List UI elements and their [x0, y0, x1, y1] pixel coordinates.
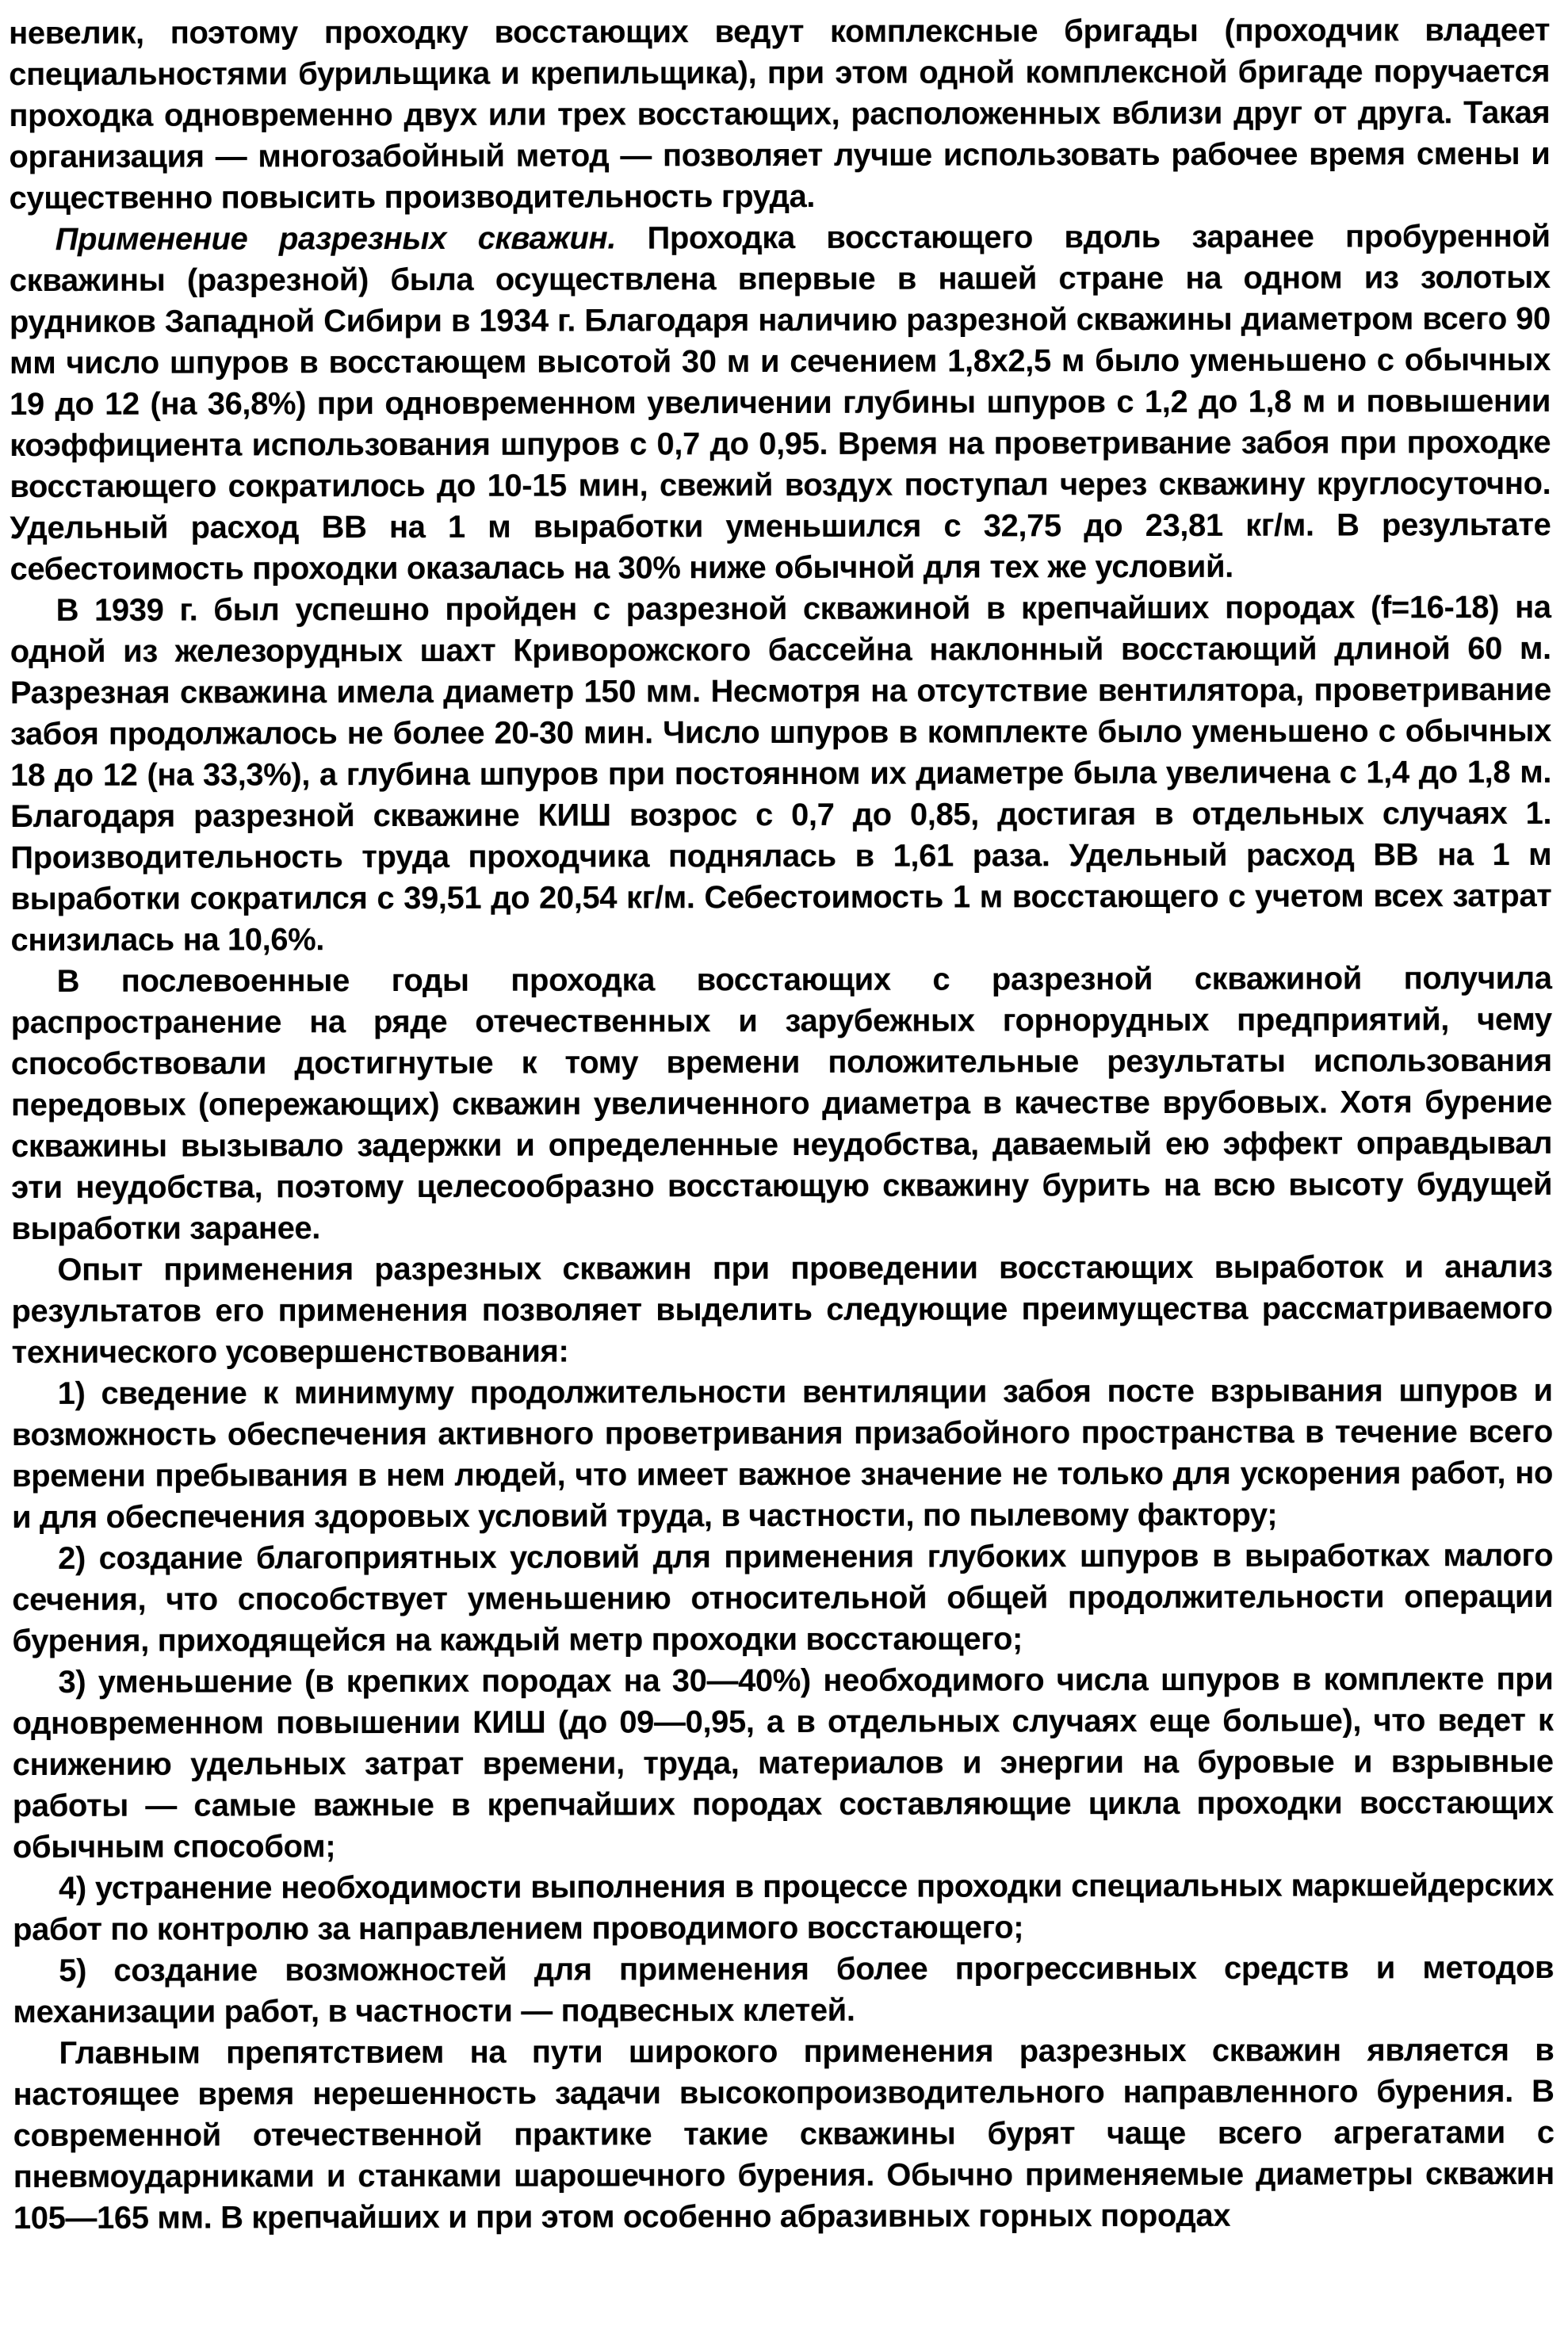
paragraph: 2) создание благоприятных условий для применения глубоких шпуров в выработках малого сечения, что способствует уменьшению относительной общей продолжительности операции бурения, приходящейся на каждый метр проходки восстающего; [12, 1537, 1554, 1659]
paragraph: В послевоенные годы проходка восстающих с разрезной скважиной получила распространение на ряде отечественных и зарубежных горнорудных предприятий, чему способствовали достигнутые к тому времени положительные результаты использования передовых (опережающих) скважин увеличенного диаметра в качестве врубовых. Хотя бурение скважины вызывало задержки и определенные неудобства, даваемый ею эффект оправдывал эти неудобства, поэтому целесообразно восстающую скважину бурить на всю высоту будущей выработки заранее. [10, 960, 1553, 1247]
paragraph: 1) сведение к минимуму продолжительности вентиляции забоя посте взрывания шпуров и возможность обеспечения активного проветривания призабойного пространства в течение всего времени пребывания в нем людей, что имеет важное значение не только для ускорения работ, но и для обеспечения здоровых условий труда, в частности, по пылевому фактору; [11, 1372, 1553, 1536]
paragraph-text: Проходка восстающего вдоль заранее пробуренной скважины (разрезной) была осуществлена впервые в нашей стране на одном из золотых рудников Западной Сибири в 1934 г. Благодаря наличию разрезной скважины диаметром всего 90 мм число шпуров в восстающем высотой 30 м и сечением 1,8х2,5 м было уменьшено с обычных 19 до 12 (на 36,8%) при одновременном увеличении глубины шпуров с 1,2 до 1,8 м и повышении коэффициента использования шпуров с 0,7 до 0,95. Время на проветривание забоя при проходке восстающего сократилось до 10-15 мин, свежий воздух поступал через скважину круглосуточно. Удельный расход ВВ на 1 м выработки уменьшился с 32,75 до 23,81 кг/м. В результате себестоимость проходки оказалась на 30% ниже обычной для тех же условий. [9, 218, 1551, 587]
paragraph-lead: Применение разрезных скважин. [55, 220, 617, 257]
paragraph: 5) создание возможностей для применения более прогрессивных средств и методов механизации работ, в частности — подвесных клетей. [13, 1949, 1555, 2030]
paragraph: 4) устранение необходимости выполнения в процессе проходки специальных маркшейдерских работ по контролю за направлением проводимого восстающего; [13, 1867, 1555, 1948]
page-text [9, 10, 1555, 2239]
paragraph: 3) уменьшение (в крепких породах на 30—40%) необходимого числа шпуров в комплекте при одновременном повышении КИШ (до 09—0,95, а в отдельных случаях еще больше), что ведет к снижению удельных затрат времени, труда, материалов и энергии на буровые и взрывные работы — самые важные в крепчайших породах составляющие цикла проходки восстающих обычным способом; [12, 1661, 1554, 1865]
paragraph: невелик, поэтому проходку восстающих ведут комплексные бригады (проходчик владеет специальностями бурильщика и крепильщика), при этом одной комплексной бригаде поручается проходка одновременно двух или трех восстающих, расположенных вблизи друг от друга. Такая организация — многозабойный метод — позволяет лучше использовать рабочее время смены и существенно повысить производительность груда. [9, 12, 1551, 216]
paragraph: В 1939 г. был успешно пройден с разрезной скважиной в крепчайших породах (f=16-18) на одной из железорудных шахт Криворожского бассейна наклонный восстающий длиной 60 м. Разрезная скважина имела диаметр 150 мм. Несмотря на отсутствие вентилятора, проветривание забоя продолжалось не более 20-30 мин. Число шпуров в комплекте было уменьшено с обычных 18 до 12 (на 33,3%), а глубина шпуров при постоянном их диаметре была увеличена с 1,4 до 1,8 м. Благодаря разрезной скважине КИШ возрос с 0,7 до 0,85, достигая в отдельных случаях 1. Производительность труда проходчика поднялась в 1,61 раза. Удельный расход ВВ на 1 м выработки сократился с 39,51 до 20,54 кг/м. Себестоимость 1 м восстающего с учетом всех затрат снизилась на 10,6%. [10, 589, 1552, 958]
paragraph [10, 216, 1551, 590]
paragraph: Опыт применения разрезных скважин при проведении восстающих выработок и анализ результатов его применения позволяет выделить следующие преимущества рассматриваемого технического усовершенствования: [11, 1249, 1553, 1371]
paragraph: Главным препятствием на пути широкого применения разрезных скважин является в настоящее время нерешенность задачи высокопроизводительного направленного бурения. В современной отечественной практике такие скважины бурят чаще всего агрегатами с пневмоударниками и станками шарошечного бурения. Обычно применяемые диаметры скважин 105—165 мм. В крепчайших и при этом особенно абразивных горных породах [13, 2032, 1555, 2236]
